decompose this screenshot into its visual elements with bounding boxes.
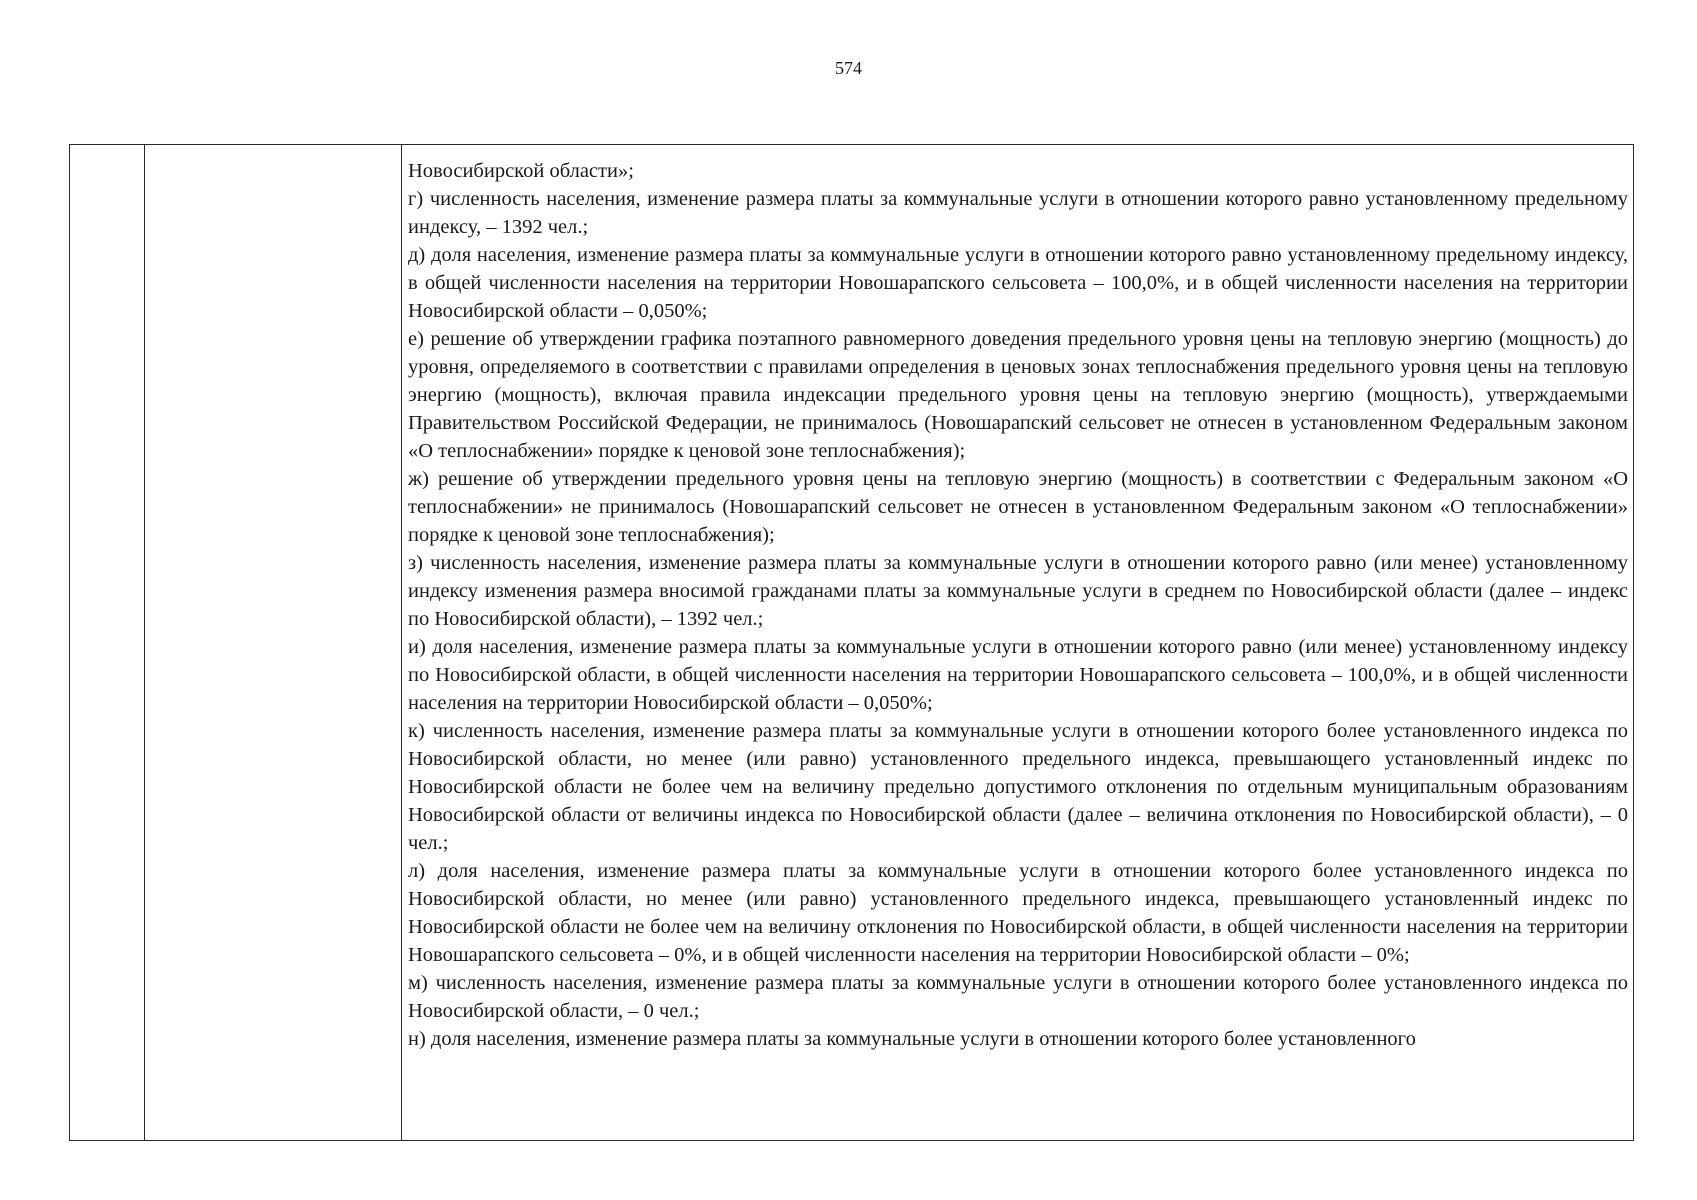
paragraph-continuation: Новосибирской области»; xyxy=(408,160,634,182)
paragraph-n: н) доля населения, изменение размера платы за коммунальные услуги в отношении которого более установленного xyxy=(408,1028,1416,1050)
table-text-cell xyxy=(408,157,1628,1053)
paragraph-k: к) численность населения, изменение размера платы за коммунальные услуги в отношении которого более установленного индекса по Новосибирской области, но менее (или равно) установленного предельного индекса, превышающего установленный индекс по Новосибирской области не более чем на величину предельно допустимого отклонения по отдельным муниципальным образованиям Новосибирской области от величины индекса по Новосибирской области (далее – величина отклонения по Новосибирской области), – 0 чел.; xyxy=(408,720,1628,854)
paragraph-i: и) доля населения, изменение размера платы за коммунальные услуги в отношении которого равно (или менее) установленному индексу по Новосибирской области, в общей численности населения на территории Новошарапского сельсовета – 100,0%, и в общей численности населения на территории Новосибирской области – 0,050%; xyxy=(408,636,1628,714)
column-divider-2 xyxy=(401,145,402,1140)
page-number: 574 xyxy=(835,58,862,78)
column-divider-1 xyxy=(144,145,145,1140)
paragraph-g: г) численность населения, изменение размера платы за коммунальные услуги в отношении которого равно установленному предельному индексу, – 1392 чел.; xyxy=(408,188,1628,238)
paragraph-l: л) доля населения, изменение размера платы за коммунальные услуги в отношении которого более установленного индекса по Новосибирской области, но менее (или равно) установленного предельного индекса, превышающего установленный индекс по Новосибирской области не более чем на величину отклонения по Новосибирской области, в общей численности населения на территории Новошарапского сельсовета – 0%, и в общей численности населения на территории Новосибирской области – 0%; xyxy=(408,860,1628,966)
paragraph-d: д) доля населения, изменение размера платы за коммунальные услуги в отношении которого равно установленному предельному индексу, в общей численности населения на территории Новошарапского сельсовета – 100,0%, и в общей численности населения на территории Новосибирской области – 0,050%; xyxy=(408,244,1628,322)
paragraph-zh: ж) решение об утверждении предельного уровня цены на тепловую энергию (мощность) в соответствии с Федеральным законом «О теплоснабжении» не принималось (Новошарапский сельсовет не отнесен в установленном Федеральным законом «О теплоснабжении» порядке к ценовой зоне теплоснабжения); xyxy=(408,468,1628,546)
paragraph-z: з) численность населения, изменение размера платы за коммунальные услуги в отношении которого равно (или менее) установленному индексу изменения размера вносимой гражданами платы за коммунальные услуги в среднем по Новосибирской области (далее – индекс по Новосибирской области), – 1392 чел.; xyxy=(408,552,1628,630)
document-table xyxy=(69,144,1634,1141)
paragraph-m: м) численность населения, изменение размера платы за коммунальные услуги в отношении которого более установленного индекса по Новосибирской области, – 0 чел.; xyxy=(408,972,1628,1022)
paragraph-e: е) решение об утверждении графика поэтапного равномерного доведения предельного уровня цены на тепловую энергию (мощность) до уровня, определяемого в соответствии с правилами определения в ценовых зонах теплоснабжения предельного уровня цены на тепловую энергию (мощность), включая правила индексации предельного уровня цены на тепловую энергию (мощность), утверждаемыми Правительством Российской Федерации, не принималось (Новошарапский сельсовет не отнесен в установленном Федеральным законом «О теплоснабжении» порядке к ценовой зоне теплоснабжения); xyxy=(408,328,1628,462)
